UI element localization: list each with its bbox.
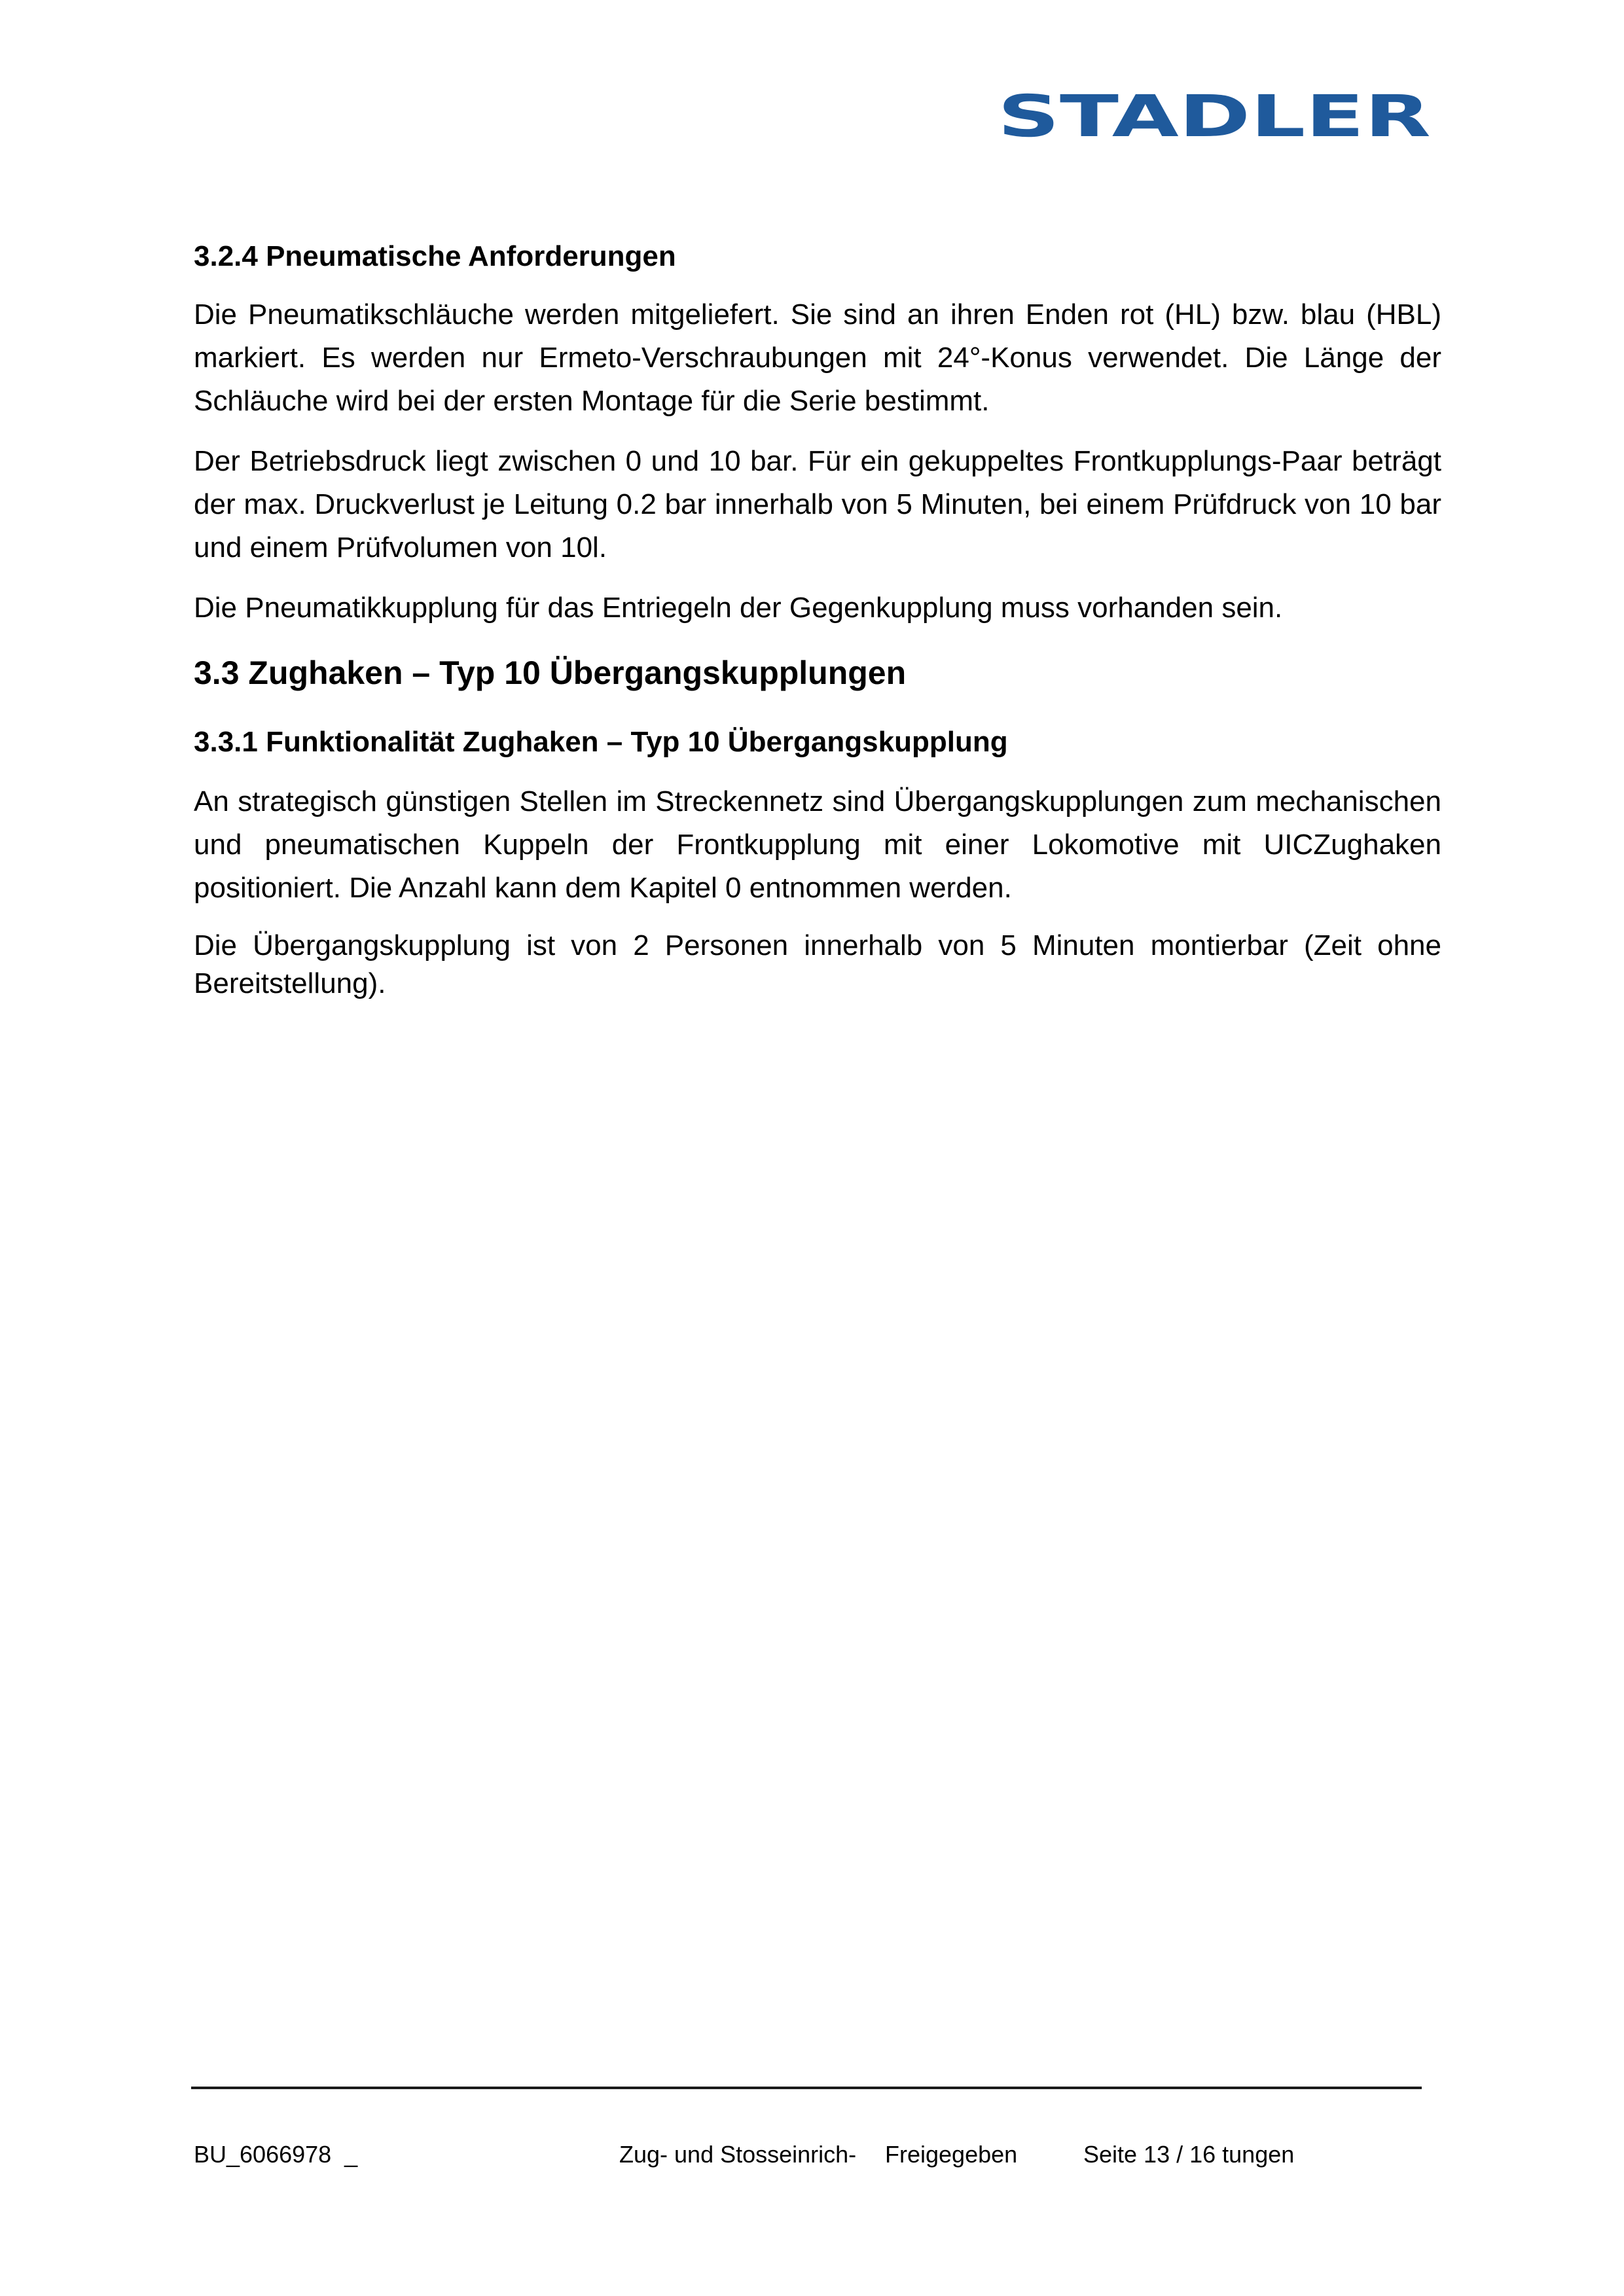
footer-title: Zug- und Stosseinrich- (619, 2141, 857, 2168)
paragraph: Die Übergangskupplung ist von 2 Personen innerhalb von 5 Minuten montierbar (Zeit ohne Bereitstellung). (194, 929, 1441, 999)
paragraph: Die Pneumatikschläuche werden mitgeliefert. Sie sind an ihren Enden rot (HL) bzw. blau (HBL) markiert. Es werden nur Ermeto-Verschraubungen mit 24°-Konus verwendet. Die Länge der Schläuche wird bei der ersten Montage für die Serie bestimmt. (194, 298, 1441, 417)
footer-status: Freigegeben (885, 2141, 1018, 2168)
heading-3-2-4: 3.2.4 Pneumatische Anforderungen (194, 240, 676, 272)
stadler-logo (996, 90, 1432, 139)
footer-doc-id: BU_6066978 _ (194, 2141, 358, 2168)
heading-3-3-1: 3.3.1 Funktionalität Zughaken – Typ 10 Übergangskupplung (194, 726, 1008, 758)
logo-wordmark: STADLER (998, 90, 1431, 139)
document-body (194, 237, 1441, 1020)
footer-page-number: Seite 13 / 16 tungen (1083, 2141, 1295, 2168)
stadler-logo-icon (996, 90, 1432, 139)
heading-3-3: 3.3 Zughaken – Typ 10 Übergangskupplungen (194, 655, 907, 691)
paragraph: Der Betriebsdruck liegt zwischen 0 und 10 bar. Für ein gekuppeltes Frontkupplungs-Paar beträgt der max. Druckverlust je Leitung 0.2 bar innerhalb von 5 Minuten, bei einem Prüfdruck von 10 bar und einem Prüfvolumen von 10l. (194, 445, 1441, 564)
paragraph: Die Pneumatikkupplung für das Entriegeln der Gegenkupplung muss vorhanden sein. (194, 592, 1283, 624)
paragraph: An strategisch günstigen Stellen im Streckennetz sind Übergangskupplungen zum mechanischen und pneumatischen Kuppeln der Frontkupplung mit einer Lokomotive mit UICZughaken positioniert. Die Anzahl kann dem Kapitel 0 entnommen werden. (194, 785, 1441, 904)
footer-divider (191, 2087, 1422, 2089)
